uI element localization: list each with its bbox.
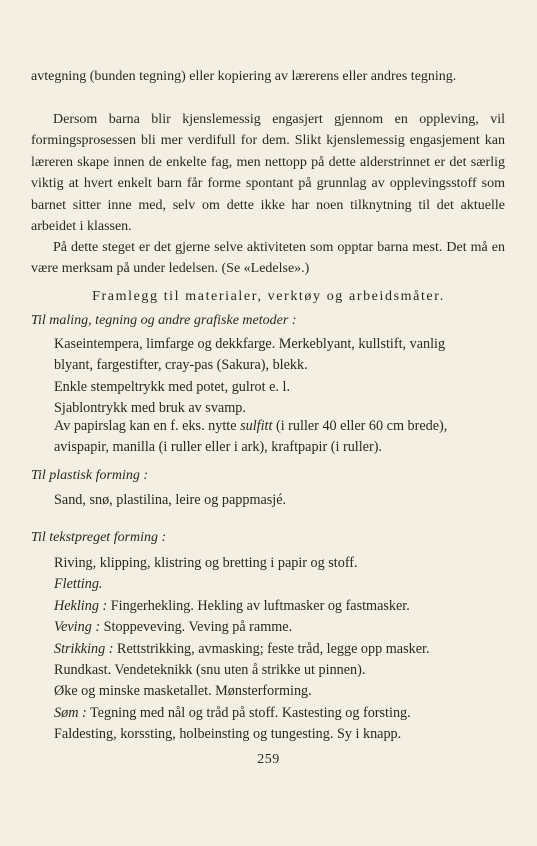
papir-line: Av papirslag kan en f. eks. nytte sulfitt (i ruller 40 eller 60 cm brede), — [54, 418, 448, 434]
paragraph-aktiviteten: På dette steget er det gjerne selve aktiviteten som opptar barna mest. Det må en være merksam på under ledelsen. (Se «Ledelse».) — [31, 240, 505, 277]
rundkast-line: Rundkast. Vendeteknikk (snu uten å strikke ut pinnen). — [54, 662, 366, 679]
maling-line: Sjablontrykk med bruk av svamp. — [54, 400, 246, 417]
subheading-plastisk: Til plastisk forming : — [31, 468, 149, 483]
faldesting-line: Faldesting, korssting, holbeinsting og tungesting. Sy i knapp. — [54, 726, 402, 743]
tekstil-techniques — [54, 553, 504, 746]
strikking-line: Strikking : Rettstrikking, avmasking; feste tråd, legge opp masker. — [54, 640, 430, 657]
papir-materials — [54, 416, 504, 459]
subheading-tekstil: Til tekstpreget forming : — [31, 530, 167, 545]
paragraph-engasjement: Dersom barna blir kjenslemessig engasjert gjennom en oppleving, vil formingsprosessen bli mer verdifull for dem. Slikt kjenslemessig engasjement kan læreren skape innen de enkelte fag, men nettopp på dette alderstrinnet er det særlig viktig at hvert enkelt barn får forme spontant på grunnlag av opplevingsstoff som barnet sitter inne med, selv om dette ikke har noen tilknytning til det aktuelle arbeidet i klassen. — [31, 112, 505, 235]
fletting-line: Fletting. — [54, 576, 103, 593]
maling-line: Kaseintempera, limfarge og dekkfarge. Merkeblyant, kullstift, vanlig — [54, 336, 446, 352]
maling-line: Enkle stempeltrykk med potet, gulrot e. l. — [54, 378, 291, 395]
plastisk-materials — [54, 490, 504, 511]
maling-materials — [54, 334, 504, 420]
som-line: Søm : Tegning med nål og tråd på stoff. Kastesting og forsting. — [54, 704, 411, 721]
subheading-maling: Til maling, tegning og andre grafiske metoder : — [31, 313, 297, 328]
paragraph-avtegning: avtegning (bunden tegning) eller kopiering av lærerens eller andres tegning. — [31, 69, 457, 84]
sulfitt-term: sulfitt — [240, 418, 273, 434]
papir-line: avispapir, manilla (i ruller eller i ark), kraftpapir (i ruller). — [54, 439, 382, 456]
plastisk-line: Sand, snø, plastilina, leire og pappmasjé. — [54, 492, 287, 508]
section-heading: Framlegg til materialer, verktøy og arbeidsmåter. — [92, 289, 445, 304]
hekling-line: Hekling : Fingerhekling. Hekling av luftmasker og fastmasker. — [54, 597, 410, 614]
tekstil-line: Riving, klipping, klistring og bretting i papir og stoff. — [54, 555, 358, 571]
maling-line: blyant, fargestifter, cray-pas (Sakura), blekk. — [54, 357, 308, 374]
veving-line: Veving : Stoppeveving. Veving på ramme. — [54, 619, 293, 636]
oke-line: Øke og minske masketallet. Mønsterforming. — [54, 683, 312, 700]
page-number: 259 — [257, 752, 280, 767]
